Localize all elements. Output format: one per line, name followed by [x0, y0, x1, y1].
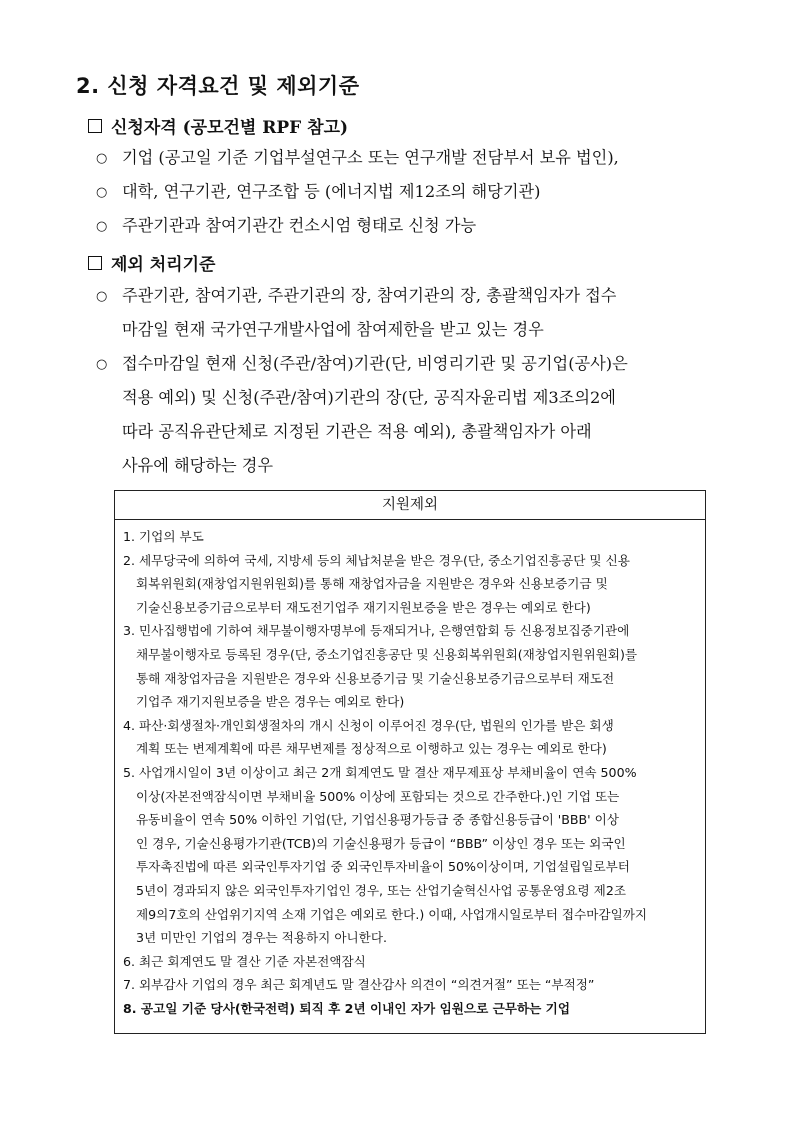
- exclusion-item-2-cont-2: 따라 공직유관단체로 지정된 기관은 적용 예외), 총괄책임자가 아래: [122, 422, 592, 441]
- table-item-2: [123, 549, 701, 620]
- table-item-line: 회복위원회(재창업지원위원회)를 통해 재창업자금을 지원받은 경우와 신용보증기금 및: [136, 576, 608, 592]
- table-item-line: 3. 민사집행법에 기하여 채무불이행자명부에 등재되거나, 은행연합회 등 신용정보집중기관에: [123, 623, 630, 639]
- table-header: 지원제외: [115, 491, 705, 520]
- exclusion-item-2-cont-1: 적용 예외) 및 신청(주관/참여)기관의 장(단, 공직자윤리법 제3조의2에: [122, 388, 616, 407]
- table-item-line: 5년이 경과되지 않은 외국인투자기업인 경우, 또는 산업기술혁신사업 공통운영요령 제2조: [136, 882, 627, 898]
- eligibility-item-2: ○ 대학, 연구기관, 연구조합 등 (에너지법 제12조의 해당기관): [96, 175, 716, 210]
- eligibility-item-3: ○ 주관기관과 참여기관간 컨소시엄 형태로 신청 가능: [96, 209, 716, 244]
- table-item-line: 4. 파산·회생절차·개인회생절차의 개시 신청이 이루어진 경우(단, 법원의 인가를 받은 회생: [123, 717, 614, 733]
- table-item-line: 투자촉진법에 따른 외국인투자기업 중 외국인투자비율이 50%이상이며, 기업설립일로부터: [136, 859, 630, 875]
- table-item-line: 인 경우, 기술신용평가기관(TCB)의 기술신용평가 등급이 “BBB” 이상인 경우 또는 외국인: [136, 835, 626, 851]
- table-item-line: 제9의7호의 산업위기지역 소재 기업은 예외로 한다.) 이때, 사업개시일로부터 접수마감일까지: [136, 906, 648, 922]
- table-item-line: 3년 미만인 기업의 경우는 적용하지 아니한다.: [136, 930, 388, 946]
- circle-bullet-icon: ○: [96, 151, 108, 166]
- table-item-line: 계획 또는 변제계획에 따른 채무변제를 정상적으로 이행하고 있는 경우는 예외로 한다): [136, 741, 607, 757]
- eligibility-heading-text: 신청자격 (공모건별 RPF 참고): [111, 118, 349, 138]
- table-item-5: [123, 761, 701, 950]
- table-item-line: 7. 외부감사 기업의 경우 최근 회계년도 말 결산감사 의견이 “의견거절” 또는 “부적정”: [123, 977, 595, 993]
- table-item-6: [123, 950, 701, 974]
- table-item-line: 유동비율이 연속 50% 이하인 기업(단, 기업신용평가등급 중 종합신용등급이 'BBB' 이상: [136, 812, 619, 828]
- table-item-line: 이상(자본전액잠식이면 부채비율 500% 이상에 포함되는 것으로 간주한다.)인 기업 또는: [136, 788, 620, 804]
- eligibility-heading: [88, 113, 348, 138]
- table-item-8: [123, 997, 701, 1021]
- table-item-4: [123, 714, 701, 761]
- table-item-line: 2. 세무당국에 의하여 국세, 지방세 등의 체납처분을 받은 경우(단, 중소기업진흥공단 및 신용: [123, 552, 630, 568]
- exclusion-heading: [88, 250, 215, 275]
- table-body: [123, 525, 701, 1020]
- exclusion-item-1: ○ 주관기관, 참여기관, 주관기관의 장, 참여기관의 장, 총괄책임자가 접수: [96, 279, 716, 314]
- exclusion-heading-text: 제외 처리기준: [111, 255, 216, 275]
- table-item-line: 8. 공고일 기준 당사(한국전력) 퇴직 후 2년 이내인 자가 임원으로 근무하는 기업: [123, 1000, 571, 1016]
- exclusion-item-2-cont-3: 사유에 해당하는 경우: [122, 456, 274, 475]
- circle-bullet-icon: ○: [96, 357, 108, 372]
- table-item-line: 채무불이행자로 등록된 경우(단, 중소기업진흥공단 및 신용회복위원회(재창업지원위원회)를: [136, 646, 638, 662]
- table-item-line: 통해 재창업자금을 지원받은 경우와 신용보증기금 및 기술신용보증기금으로부터 재도전: [136, 670, 615, 686]
- exclusion-item-2: ○ 접수마감일 현재 신청(주관/참여)기관(단, 비영리기관 및 공기업(공사)은: [96, 347, 716, 382]
- table-item-line: 5. 사업개시일이 3년 이상이고 최근 2개 회계연도 말 결산 재무제표상 부채비율이 연속 500%: [123, 764, 637, 780]
- circle-bullet-icon: ○: [96, 289, 108, 304]
- circle-bullet-icon: ○: [96, 185, 108, 200]
- table-item-line: 1. 기업의 부도: [123, 529, 204, 544]
- table-item-line: 기술신용보증기금으로부터 재도전기업주 재기지원보증을 받은 경우는 예외로 한다): [136, 599, 591, 615]
- table-item-7: [123, 973, 701, 997]
- square-bullet-icon: [88, 119, 102, 133]
- table-item-line: 기업주 재기지원보증을 받은 경우는 예외로 한다): [136, 694, 405, 710]
- eligibility-item-1: ○ 기업 (공고일 기준 기업부설연구소 또는 연구개발 전담부서 보유 법인),: [96, 141, 716, 176]
- square-bullet-icon: [88, 256, 102, 270]
- circle-bullet-icon: ○: [96, 219, 108, 234]
- table-item-3: [123, 619, 701, 713]
- exclusion-item-1-cont: 마감일 현재 국가연구개발사업에 참여제한을 받고 있는 경우: [122, 320, 544, 339]
- table-item-1: [123, 525, 701, 549]
- section-title: 2. 신청 자격요건 및 제외기준: [76, 74, 360, 98]
- exclusion-table: [114, 490, 706, 1034]
- table-item-line: 6. 최근 회계연도 말 결산 기준 자본전액잠식: [123, 953, 366, 969]
